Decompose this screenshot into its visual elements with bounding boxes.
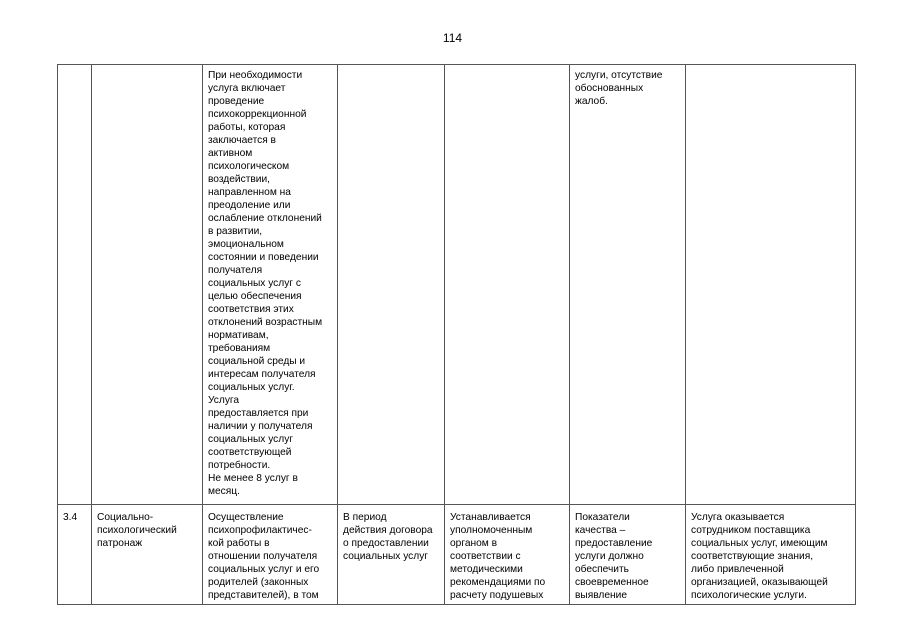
cell-quality: Показатели качества – предоставление услуги должно обеспечить своевременное выявление — [570, 505, 686, 605]
cell-norm — [445, 65, 570, 505]
cell-conditions — [686, 65, 856, 505]
cell-service-name: Социально- психологический патронаж — [92, 505, 203, 605]
cell-service-name — [92, 65, 203, 505]
cell-service-content: Осуществление психопрофилактичес- кой работы в отношении получателя социальных услуг и его родителей (законных представителей), в том — [203, 505, 338, 605]
cell-norm: Устанавливается уполномоченным органом в соответствии с методическими рекомендациями по расчету подушевых — [445, 505, 570, 605]
table-row — [58, 505, 856, 605]
cell-service-period: В период действия договора о предоставлении социальных услуг — [338, 505, 445, 605]
cell-service-period — [338, 65, 445, 505]
cell-conditions: Услуга оказывается сотрудником поставщика социальных услуг, имеющим соответствующие знания, либо привлеченной организацией, оказывающей психологические услуги. — [686, 505, 856, 605]
cell-quality: услуги, отсутствие обоснованных жалоб. — [570, 65, 686, 505]
cell-number — [58, 65, 92, 505]
cell-number: 3.4 — [58, 505, 92, 605]
page-number: 114 — [442, 31, 463, 45]
table-row — [58, 65, 856, 505]
services-table — [57, 64, 856, 605]
cell-service-content: При необходимости услуга включает проведение психокоррекционной работы, которая заключается в активном психологическом воздействии, направленном на преодоление или ослабление отклонений в развитии, эмоциональном состоянии и поведении получателя социальных услуг с целью обеспечения соответствия этих отклонений возрастным нормативам, требованиям социальной среды и интересам получателя социальных услуг. Услуга предоставляется при наличии у получателя социальных услуг соответствующей потребности. Не менее 8 услуг в месяц. — [203, 65, 338, 505]
